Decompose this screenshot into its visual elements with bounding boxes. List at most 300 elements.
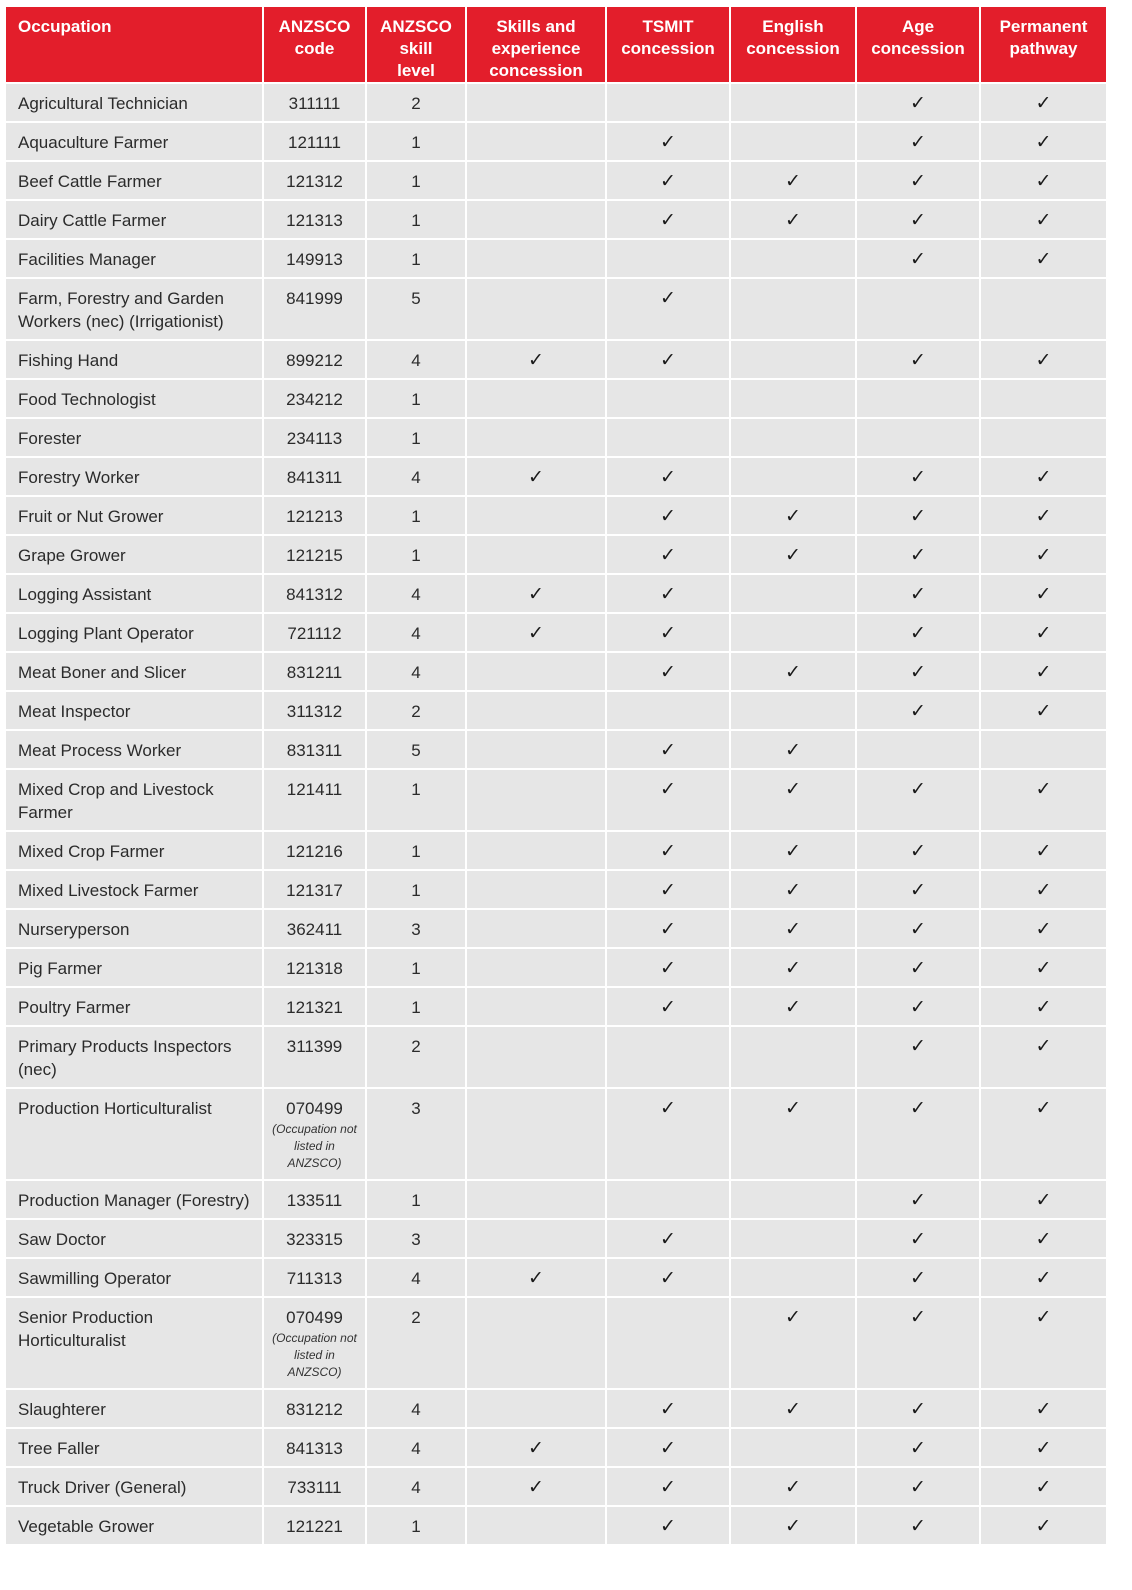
tsmit-cell [606,1088,730,1180]
checkmark-icon: ✓ [660,350,676,371]
skill-level-cell: 5 [366,730,466,769]
skills-experience-cell [466,1297,606,1389]
table-row [6,987,1106,1026]
age-cell [856,652,980,691]
skill-level-cell: 4 [366,1428,466,1467]
checkmark-icon: ✓ [785,1098,801,1119]
header-age-concession [856,7,980,83]
skill-level-cell: 3 [366,1088,466,1180]
table-row [6,1219,1106,1258]
anzsco-code-cell [263,948,366,987]
table-row [6,535,1106,574]
tsmit-cell [606,769,730,831]
checkmark-icon: ✓ [660,132,676,153]
skill-level-cell: 1 [366,418,466,457]
skills-experience-cell [466,909,606,948]
checkmark-icon: ✓ [1035,132,1052,153]
table-row [6,200,1106,239]
checkmark-icon: ✓ [785,1399,801,1420]
permanent-pathway-cell [980,122,1106,161]
tsmit-cell [606,909,730,948]
tsmit-cell [606,535,730,574]
anzsco-code-cell [263,1506,366,1545]
anzsco-code: 831211 [286,663,343,682]
checkmark-icon: ✓ [1035,545,1052,566]
checkmark-icon: ✓ [910,467,926,488]
skills-experience-cell [466,1219,606,1258]
age-cell [856,496,980,535]
permanent-pathway-cell [980,730,1106,769]
skill-level-cell: 1 [366,987,466,1026]
checkmark-icon: ✓ [910,93,926,114]
skill-level-cell: 1 [366,831,466,870]
skill-level-cell: 4 [366,457,466,496]
checkmark-icon: ✓ [1035,1438,1052,1459]
occupation-cell: Mixed Livestock Farmer [6,870,263,909]
checkmark-icon: ✓ [660,1098,676,1119]
tsmit-cell [606,948,730,987]
english-cell [730,691,856,730]
permanent-pathway-cell [980,418,1106,457]
skills-experience-cell [466,1467,606,1506]
age-cell [856,909,980,948]
skills-experience-cell [466,200,606,239]
age-cell [856,83,980,122]
table-row [6,870,1106,909]
tsmit-cell [606,1389,730,1428]
checkmark-icon: ✓ [1035,623,1052,644]
tsmit-cell [606,278,730,340]
header-label: Age [901,17,935,36]
skill-level-cell: 1 [366,496,466,535]
occupation-cell: Forester [6,418,263,457]
anzsco-code: 121411 [286,780,343,799]
tsmit-cell [606,831,730,870]
checkmark-icon: ✓ [910,171,926,192]
anzsco-code-cell [263,691,366,730]
occupation-cell: Logging Assistant [6,574,263,613]
header-label: ANZSCO [380,17,452,36]
english-cell [730,535,856,574]
table-row [6,1506,1106,1545]
age-cell [856,691,980,730]
permanent-pathway-cell [980,496,1106,535]
checkmark-icon: ✓ [785,1516,801,1537]
anzsco-code: 121221 [286,1517,343,1536]
occupation-cell: Poultry Farmer [6,987,263,1026]
skill-level-cell: 1 [366,379,466,418]
header-anzsco-code [263,7,366,83]
checkmark-icon: ✓ [660,1229,676,1250]
checkmark-icon: ✓ [910,997,926,1018]
skills-experience-cell [466,831,606,870]
checkmark-icon: ✓ [910,623,926,644]
checkmark-icon: ✓ [660,210,676,231]
checkmark-icon: ✓ [785,919,801,940]
age-cell [856,574,980,613]
english-cell [730,574,856,613]
header-anzsco-skill-level [366,7,466,83]
skills-experience-cell [466,83,606,122]
permanent-pathway-cell [980,831,1106,870]
checkmark-icon: ✓ [910,841,926,862]
tsmit-cell [606,1258,730,1297]
tsmit-cell [606,379,730,418]
checkmark-icon: ✓ [1035,662,1052,683]
tsmit-cell [606,239,730,278]
age-cell [856,1297,980,1389]
anzsco-code: 121313 [286,211,343,230]
anzsco-code-cell [263,457,366,496]
permanent-pathway-cell [980,83,1106,122]
anzsco-code-cell [263,1389,366,1428]
table-row [6,691,1106,730]
occupation-cell: Pig Farmer [6,948,263,987]
skill-level-cell: 4 [366,1389,466,1428]
header-label: concession [746,39,840,58]
checkmark-icon: ✓ [660,171,676,192]
anzsco-code: 121317 [286,881,343,900]
checkmark-icon: ✓ [910,919,926,940]
header-label: experience [491,39,581,58]
skill-level-cell: 4 [366,340,466,379]
checkmark-icon: ✓ [660,467,676,488]
checkmark-icon: ✓ [910,1098,926,1119]
anzsco-code: 721112 [287,624,342,643]
occupation-cell: Truck Driver (General) [6,1467,263,1506]
age-cell [856,122,980,161]
checkmark-icon: ✓ [660,880,676,901]
english-cell [730,1428,856,1467]
anzsco-code-cell [263,870,366,909]
skills-experience-cell [466,161,606,200]
english-cell [730,340,856,379]
checkmark-icon: ✓ [910,545,926,566]
english-cell [730,457,856,496]
permanent-pathway-cell [980,1026,1106,1088]
header-label: pathway [1009,39,1078,58]
checkmark-icon: ✓ [660,662,676,683]
checkmark-icon: ✓ [1035,1036,1052,1057]
permanent-pathway-cell [980,691,1106,730]
permanent-pathway-cell [980,574,1106,613]
occupation-cell: Production Manager (Forestry) [6,1180,263,1219]
permanent-pathway-cell [980,535,1106,574]
tsmit-cell [606,987,730,1026]
tsmit-cell [606,1467,730,1506]
occupation-cell: Primary Products Inspectors (nec) [6,1026,263,1088]
tsmit-cell [606,1428,730,1467]
checkmark-icon: ✓ [1035,467,1052,488]
occupation-cell: Food Technologist [6,379,263,418]
anzsco-code: 121312 [286,172,343,191]
table-row [6,278,1106,340]
skills-experience-cell [466,948,606,987]
checkmark-icon: ✓ [1035,1477,1052,1498]
anzsco-code: 234113 [286,429,343,448]
tsmit-cell [606,418,730,457]
age-cell [856,1219,980,1258]
checkmark-icon: ✓ [660,1268,676,1289]
anzsco-code-cell [263,1219,366,1258]
english-cell [730,652,856,691]
anzsco-code: 899212 [286,351,343,370]
english-cell [730,239,856,278]
checkmark-icon: ✓ [910,506,926,527]
anzsco-code-cell [263,200,366,239]
checkmark-icon: ✓ [910,1229,926,1250]
checkmark-icon: ✓ [910,958,926,979]
anzsco-code-cell [263,730,366,769]
occupation-cell: Agricultural Technician [6,83,263,122]
skill-level-cell: 1 [366,948,466,987]
checkmark-icon: ✓ [910,249,926,270]
table-row [6,831,1106,870]
checkmark-icon: ✓ [910,584,926,605]
skills-experience-cell [466,1428,606,1467]
skills-experience-cell [466,1180,606,1219]
checkmark-icon: ✓ [1035,249,1052,270]
permanent-pathway-cell [980,278,1106,340]
table-row [6,496,1106,535]
anzsco-code: 323315 [286,1230,343,1249]
permanent-pathway-cell [980,239,1106,278]
age-cell [856,200,980,239]
checkmark-icon: ✓ [910,1477,926,1498]
header-label: skill [399,39,433,58]
anzsco-code-cell [263,574,366,613]
checkmark-icon: ✓ [660,584,676,605]
table-row [6,1088,1106,1180]
checkmark-icon: ✓ [660,1438,676,1459]
age-cell [856,1428,980,1467]
anzsco-code-cell [263,239,366,278]
anzsco-code: 121321 [286,998,343,1017]
age-cell [856,831,980,870]
anzsco-code: 841311 [286,468,343,487]
checkmark-icon: ✓ [660,506,676,527]
english-cell [730,613,856,652]
checkmark-icon: ✓ [1035,1399,1052,1420]
skills-experience-cell [466,1026,606,1088]
skill-level-cell: 1 [366,200,466,239]
table-row [6,457,1106,496]
checkmark-icon: ✓ [910,1036,926,1057]
permanent-pathway-cell [980,1219,1106,1258]
anzsco-code-cell [263,1297,366,1389]
tsmit-cell [606,161,730,200]
table-row [6,379,1106,418]
checkmark-icon: ✓ [528,1438,544,1459]
tsmit-cell [606,730,730,769]
checkmark-icon: ✓ [1035,350,1052,371]
checkmark-icon: ✓ [785,506,801,527]
skills-experience-cell [466,340,606,379]
checkmark-icon: ✓ [1035,1098,1052,1119]
anzsco-code-cell [263,1026,366,1088]
tsmit-cell [606,122,730,161]
age-cell [856,987,980,1026]
permanent-pathway-cell [980,1428,1106,1467]
anzsco-code: 311312 [286,702,343,721]
anzsco-code: 311399 [286,1037,343,1056]
occupation-cell: Saw Doctor [6,1219,263,1258]
occupation-cell: Tree Faller [6,1428,263,1467]
checkmark-icon: ✓ [910,701,926,722]
anzsco-code-cell [263,831,366,870]
checkmark-icon: ✓ [785,1477,801,1498]
anzsco-code-cell [263,122,366,161]
age-cell [856,730,980,769]
occupation-table [6,7,1106,1546]
checkmark-icon: ✓ [1035,919,1052,940]
occupation-cell: Facilities Manager [6,239,263,278]
age-cell [856,457,980,496]
permanent-pathway-cell [980,1297,1106,1389]
anzsco-code-cell [263,496,366,535]
skills-experience-cell [466,278,606,340]
checkmark-icon: ✓ [528,1268,544,1289]
tsmit-cell [606,340,730,379]
skills-experience-cell [466,379,606,418]
table-row [6,418,1106,457]
table-row [6,83,1106,122]
checkmark-icon: ✓ [785,1307,801,1328]
skills-experience-cell [466,652,606,691]
age-cell [856,948,980,987]
checkmark-icon: ✓ [1035,880,1052,901]
english-cell [730,831,856,870]
table-row [6,1258,1106,1297]
permanent-pathway-cell [980,200,1106,239]
skills-experience-cell [466,535,606,574]
permanent-pathway-cell [980,1088,1106,1180]
english-cell [730,83,856,122]
permanent-pathway-cell [980,909,1106,948]
age-cell [856,613,980,652]
permanent-pathway-cell [980,613,1106,652]
header-label: concession [489,61,583,80]
checkmark-icon: ✓ [785,740,801,761]
checkmark-icon: ✓ [910,779,926,800]
permanent-pathway-cell [980,1180,1106,1219]
age-cell [856,161,980,200]
skill-level-cell: 1 [366,161,466,200]
occupation-cell: Vegetable Grower [6,1506,263,1545]
checkmark-icon: ✓ [910,1399,926,1420]
age-cell [856,870,980,909]
skill-level-cell: 4 [366,1258,466,1297]
english-cell [730,1389,856,1428]
checkmark-icon: ✓ [910,1190,926,1211]
table-row [6,730,1106,769]
age-cell [856,1389,980,1428]
anzsco-code: 121213 [286,507,343,526]
checkmark-icon: ✓ [660,1399,676,1420]
anzsco-code-cell [263,987,366,1026]
checkmark-icon: ✓ [910,1438,926,1459]
skills-experience-cell [466,418,606,457]
checkmark-icon: ✓ [910,880,926,901]
checkmark-icon: ✓ [528,1477,544,1498]
english-cell [730,379,856,418]
tsmit-cell [606,870,730,909]
checkmark-icon: ✓ [785,662,801,683]
table-row [6,574,1106,613]
header-label: ANZSCO [278,17,351,36]
skill-level-cell: 1 [366,239,466,278]
anzsco-code: 311111 [288,94,341,113]
anzsco-code: 841313 [286,1439,343,1458]
anzsco-code-cell [263,535,366,574]
checkmark-icon: ✓ [660,288,676,309]
skill-level-cell: 3 [366,1219,466,1258]
checkmark-icon: ✓ [910,1307,926,1328]
header-label: TSMIT [642,17,694,36]
english-cell [730,200,856,239]
checkmark-icon: ✓ [785,958,801,979]
anzsco-code-cell [263,83,366,122]
skills-experience-cell [466,730,606,769]
checkmark-icon: ✓ [785,545,801,566]
occupation-cell: Beef Cattle Farmer [6,161,263,200]
checkmark-icon: ✓ [910,132,926,153]
skills-experience-cell [466,1088,606,1180]
occupation-cell: Sawmilling Operator [6,1258,263,1297]
checkmark-icon: ✓ [1035,779,1052,800]
table-row [6,1428,1106,1467]
age-cell [856,1258,980,1297]
table-row [6,239,1106,278]
occupation-cell: Aquaculture Farmer [6,122,263,161]
anzsco-code: 831212 [286,1400,343,1419]
checkmark-icon: ✓ [660,545,676,566]
english-cell [730,122,856,161]
age-cell [856,340,980,379]
skill-level-cell: 2 [366,83,466,122]
permanent-pathway-cell [980,987,1106,1026]
age-cell [856,1506,980,1545]
skill-level-cell: 1 [366,1180,466,1219]
anzsco-code: 841312 [286,585,343,604]
tsmit-cell [606,200,730,239]
anzsco-code: 070499 [286,1308,343,1327]
table-row [6,1180,1106,1219]
checkmark-icon: ✓ [910,662,926,683]
skill-level-cell: 4 [366,652,466,691]
checkmark-icon: ✓ [785,779,801,800]
skills-experience-cell [466,496,606,535]
tsmit-cell [606,457,730,496]
english-cell [730,1467,856,1506]
english-cell [730,1297,856,1389]
anzsco-code-cell [263,379,366,418]
header-label: Occupation [18,17,112,36]
header-label: Skills and [496,17,576,36]
checkmark-icon: ✓ [1035,210,1052,231]
header-occupation [6,7,263,83]
skill-level-cell: 1 [366,122,466,161]
checkmark-icon: ✓ [1035,584,1052,605]
anzsco-code: 841999 [286,289,343,308]
skill-level-cell: 1 [366,769,466,831]
permanent-pathway-cell [980,379,1106,418]
permanent-pathway-cell [980,948,1106,987]
skill-level-cell: 4 [366,574,466,613]
checkmark-icon: ✓ [660,841,676,862]
skills-experience-cell [466,769,606,831]
skills-experience-cell [466,870,606,909]
